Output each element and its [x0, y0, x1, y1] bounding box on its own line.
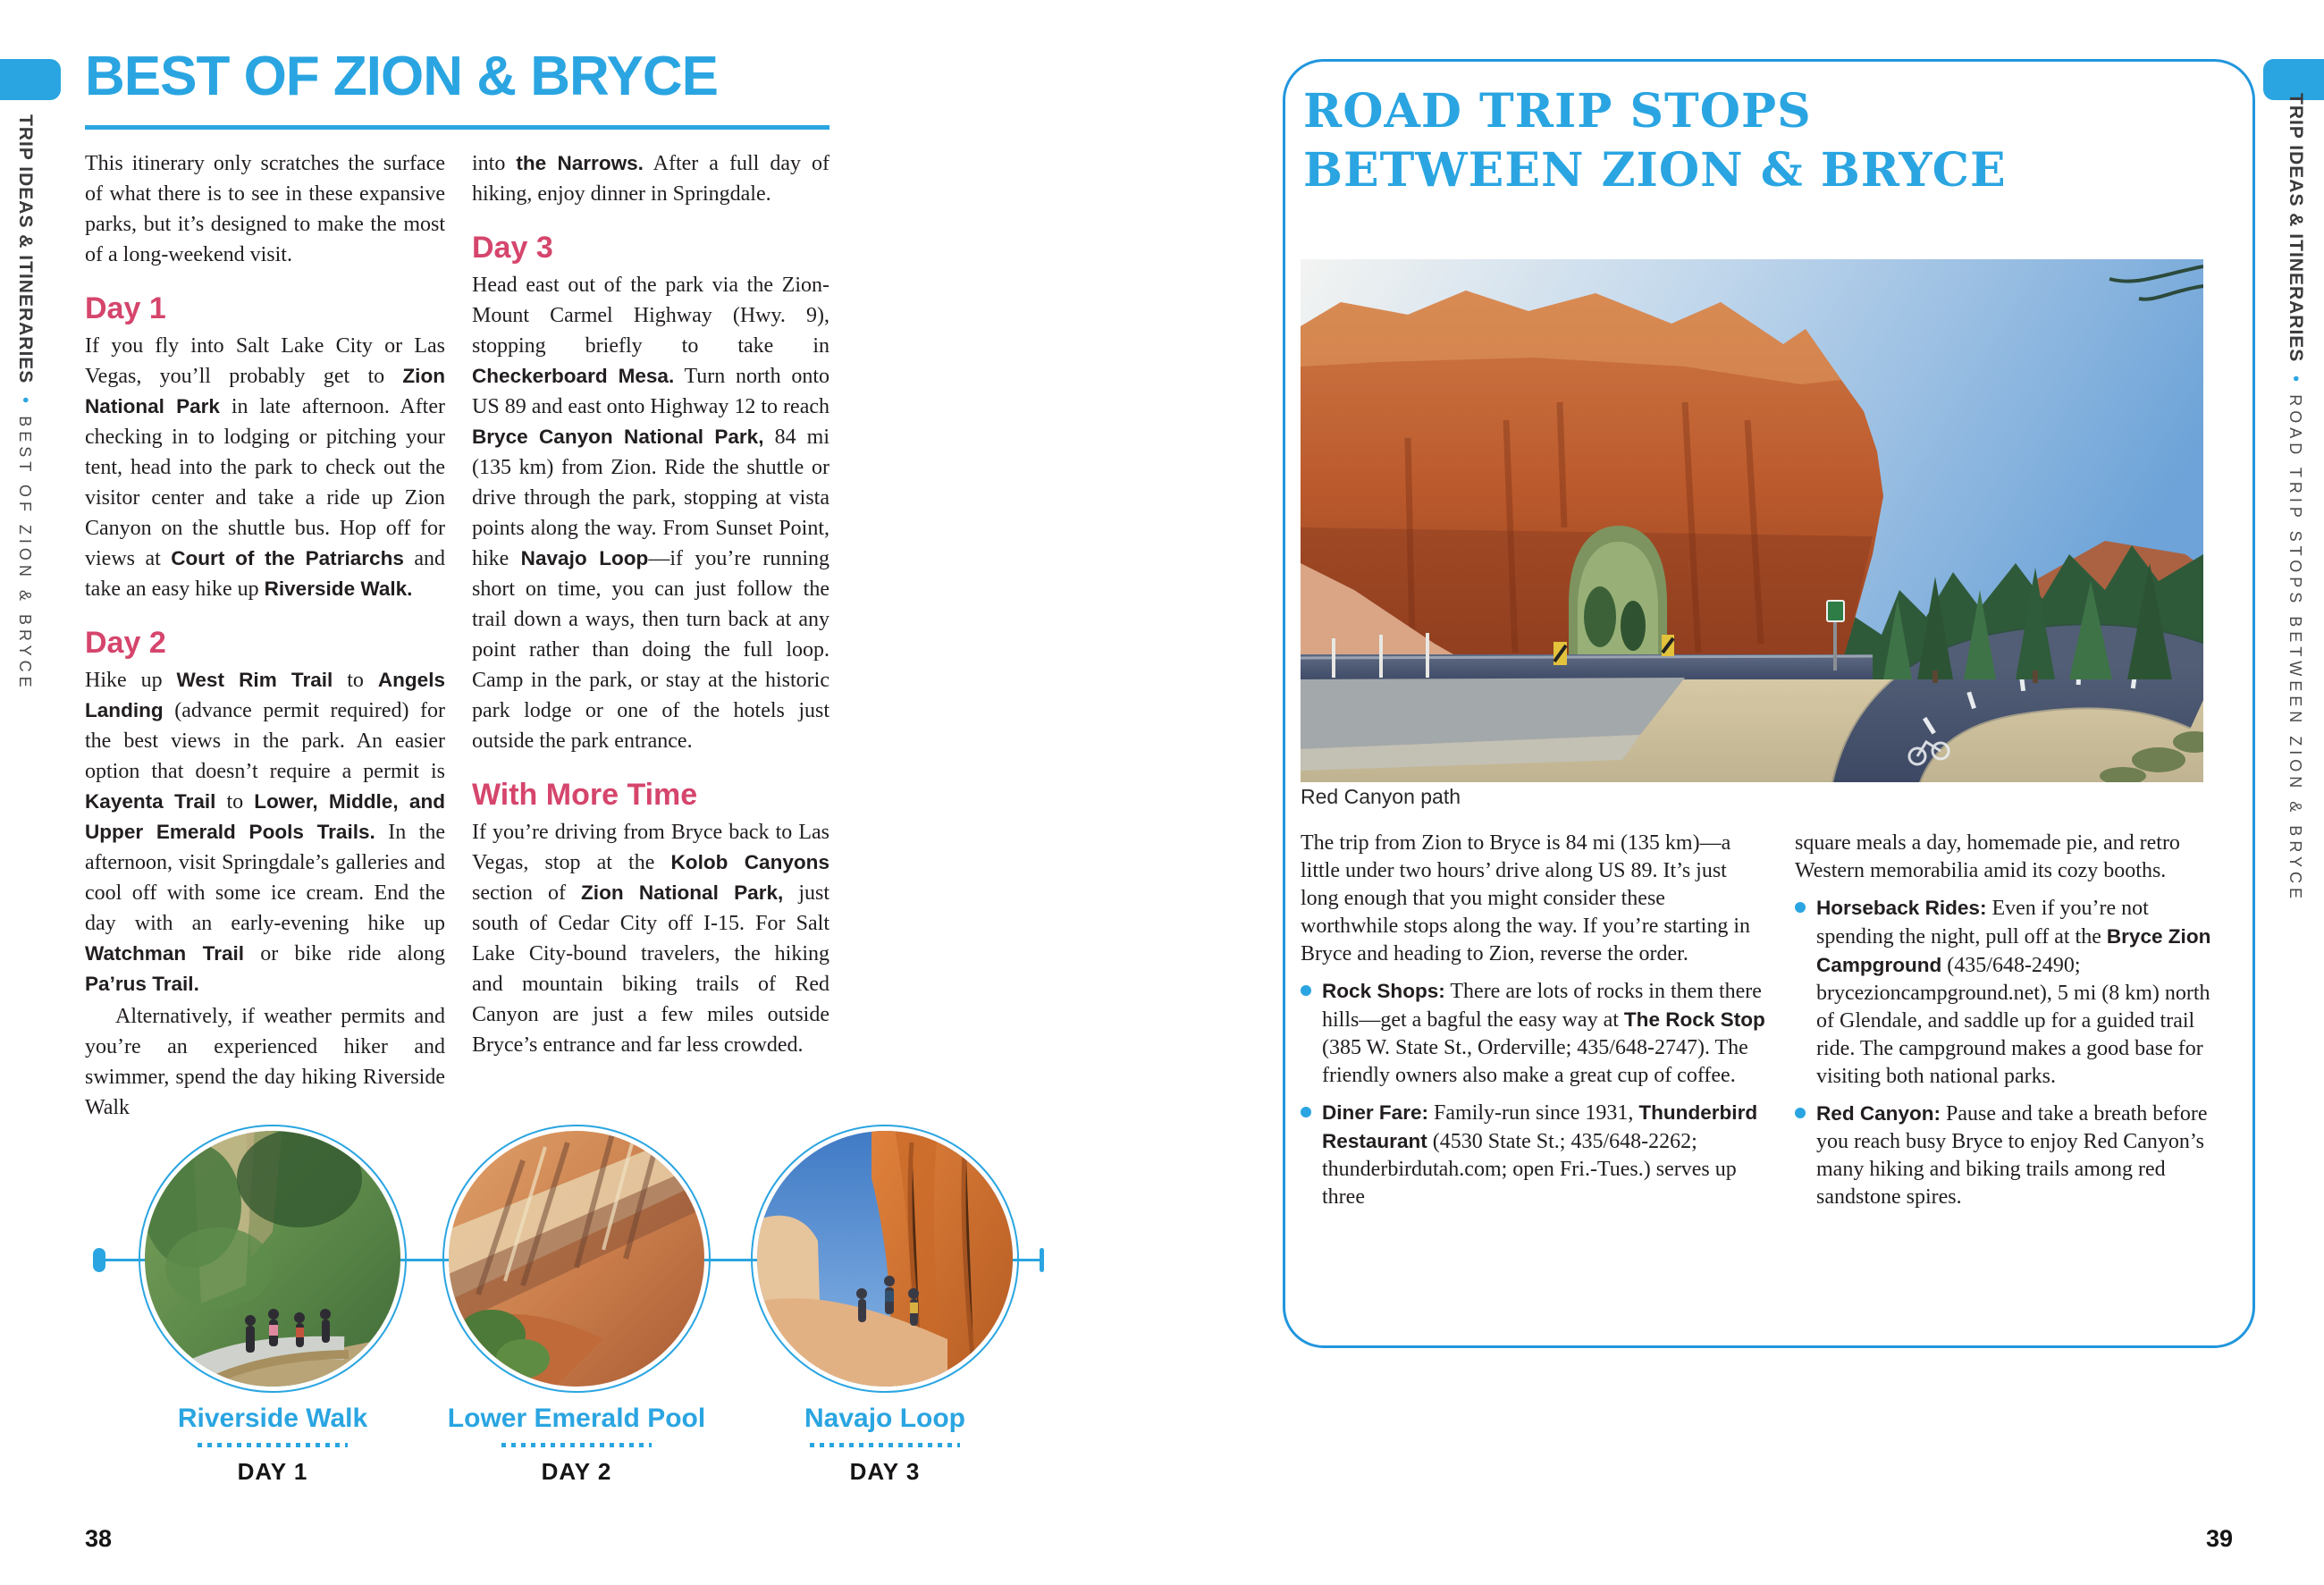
page-number-left: 38 [85, 1525, 113, 1552]
left-sidebar-rail [14, 114, 36, 692]
bold-term: Angels Landing [85, 669, 445, 721]
dotted-divider [501, 1443, 652, 1447]
text-run: Hike up [85, 669, 177, 692]
right-rail-dot: • [2286, 375, 2305, 382]
text-run: in late afternoon. After checking in to lodging or pitching your tent, head into the park to check out the visitor center and take a ride up Zion Canyon on the shuttle bus. Hop off for views at [85, 395, 445, 570]
bold-term: The Rock Stop [1623, 1008, 1765, 1031]
text-run: After a full day of hiking, enjoy dinner in Springdale. [472, 152, 829, 206]
left-rail-dot: • [15, 396, 35, 403]
bold-term: Bryce Canyon National Park, [472, 426, 764, 448]
navajo-loop-photo [751, 1125, 1019, 1393]
right-rail-title-label: ROAD TRIP STOPS BETWEEN ZION & BRYCE [2286, 394, 2304, 903]
timeline-label: Navajo Loop [804, 1404, 965, 1433]
bullet-item [1301, 1099, 1767, 1211]
text-run: just south of Cedar City off I-15. For Salt Lake City-bound travelers, the hiking and mountain biking trails of Red Canyon are just a few miles outside Bryce’s entrance and far less crowded. [472, 881, 829, 1057]
title-underline [85, 125, 829, 130]
timeline-day: DAY 2 [541, 1458, 612, 1485]
text-run: This itinerary only scratches the surface of what there is to see in these expansive parks, but it’s designed to make the most of a long-weekend visit. [85, 152, 445, 266]
bold-term: Bryce Zion Campground [1816, 925, 2211, 976]
timeline-day: DAY 3 [849, 1458, 921, 1485]
photo-caption: Red Canyon path [1301, 785, 1461, 808]
page-number-right: 39 [2206, 1525, 2234, 1552]
bold-term: Riverside Walk. [264, 578, 413, 600]
bold-term: Lower, Middle, and Upper Emerald Pools Trails. [85, 790, 445, 843]
text-run: Family-run since 1931, [1428, 1101, 1639, 1125]
paragraph [85, 665, 445, 999]
text-run: Turn north onto US 89 and east onto Highway 12 to reach [472, 365, 829, 418]
bold-term: Checkerboard Mesa. [472, 365, 675, 387]
bold-term: Navajo Loop [520, 547, 649, 569]
bold-term: West Rim Trail [176, 669, 333, 691]
timeline-end-tick [1040, 1248, 1044, 1272]
left-sidebar-tab [0, 59, 61, 100]
left-column-2 [472, 148, 829, 1062]
timeline-label: Lower Emerald Pool [447, 1404, 706, 1433]
bold-term: Pa’rus Trail. [85, 973, 199, 995]
paragraph [472, 148, 829, 209]
lower-emerald-pool-photo [442, 1125, 711, 1393]
red-canyon-path-photo [1301, 259, 2203, 782]
text-run: to [215, 790, 255, 814]
text-run: (4530 State St.; 435/648-2262; thunderbirdutah.com; open Fri.-Tues.) serves up three [1322, 1130, 1737, 1209]
bold-term: Thunderbird Restaurant [1322, 1101, 1758, 1152]
timeline-item-lower-emerald-pool [442, 1404, 711, 1486]
right-column-2 [1795, 830, 2222, 1220]
paragraph [472, 817, 829, 1060]
paragraph [85, 148, 445, 270]
timeline-item-riverside-walk [139, 1404, 407, 1486]
text-run: (advance permit required) for the best views in the park. An easier option that doesn’t require a permit is [85, 699, 445, 783]
paragraph [1795, 830, 2222, 885]
right-rail-section-label: TRIP IDEAS & ITINERARIES [2286, 93, 2306, 363]
paragraph [1301, 830, 1767, 968]
feature-title-line2: BETWEEN ZION & BRYCE [1303, 143, 2007, 198]
bold-term: Watchman Trail [85, 942, 245, 965]
text-run: into [472, 152, 517, 175]
left-column-1 [85, 148, 445, 1125]
bold-term: Horseback Rides: [1816, 897, 1987, 919]
timeline-start-dot [93, 1248, 105, 1272]
text-run: to [333, 669, 378, 692]
right-column-1 [1301, 830, 1767, 1220]
bold-term: Kolob Canyons [670, 851, 829, 873]
bullet-item [1795, 894, 2222, 1091]
text-run: 84 mi (135 km) from Zion. Ride the shuttle or drive through the park, stopping at vista points along the way. From Sunset Point, hike [472, 426, 829, 570]
text-run: or bike ride along [244, 942, 445, 965]
section-heading: Day 1 [85, 291, 166, 325]
bold-term: Rock Shops: [1322, 980, 1445, 1002]
section-heading: With More Time [472, 778, 698, 812]
paragraph [472, 270, 829, 756]
paragraph [85, 1001, 445, 1123]
text-run: —if you’re running short on time, you can just follow the trail down a ways, then turn back at any point rather than doing the full loop. Camp in the park, or stay at the historic park lodge or one of the hotels just outside the park entrance. [472, 547, 829, 753]
bullet-dot [1795, 902, 1806, 913]
left-rail-section-label: TRIP IDEAS & ITINERARIES [15, 114, 36, 384]
text-run: Pause and take a breath before you reach busy Bryce to enjoy Red Canyon’s many hiking and biking trails among red sandstone spires. [1816, 1102, 2208, 1209]
feature-title [1303, 82, 2215, 200]
text-run: (435/648-2490; brycezioncampground.net), 5 mi (8 km) north of Glendale, and saddle up for a guided trail ride. The campground makes a good base for visiting both national parks. [1816, 954, 2210, 1088]
bullet-dot [1795, 1108, 1806, 1118]
dotted-divider [810, 1443, 960, 1447]
text-run: If you fly into Salt Lake City or Las Vegas, you’ll probably get to [85, 334, 445, 388]
bold-term: Zion National Park, [581, 881, 784, 904]
timeline-label: Riverside Walk [177, 1404, 368, 1433]
text-run: If you’re driving from Bryce back to Las Vegas, stop at the [472, 821, 829, 874]
text-run: There are lots of rocks in them there hills—get a bagful the easy way at [1322, 980, 1762, 1032]
right-sidebar-rail [2285, 93, 2306, 903]
text-run: Even if you’re not spending the night, pull off at the [1816, 897, 2149, 948]
timeline-item-navajo-loop [751, 1404, 1019, 1486]
left-rail-title-label: BEST OF ZION & BRYCE [16, 416, 34, 692]
timeline-day: DAY 1 [237, 1458, 308, 1485]
bullet-dot [1301, 985, 1311, 996]
page-title: BEST OF ZION & BRYCE [85, 46, 718, 107]
bullet-item [1795, 1100, 2222, 1211]
bold-term: Kayenta Trail [85, 790, 216, 813]
text-run: square meals a day, homemade pie, and retro Western memorabilia amid its cozy booths. [1795, 831, 2180, 882]
bold-term: Red Canyon: [1816, 1102, 1941, 1125]
text-run: section of [472, 881, 582, 905]
bullet-item [1301, 977, 1767, 1090]
section-heading: Day 3 [472, 231, 553, 265]
text-run: In the afternoon, visit Springdale’s galleries and cool off with some ice cream. End the day with an early-evening hike up [85, 821, 445, 935]
bold-term: Zion National Park [85, 365, 445, 417]
bold-term: the Narrows. [516, 152, 644, 174]
bold-term: Court of the Patriarchs [171, 547, 404, 569]
bold-term: Diner Fare: [1322, 1101, 1429, 1124]
text-run: Head east out of the park via the Zion-Mount Carmel Highway (Hwy. 9), stopping briefly to take in [472, 274, 829, 358]
riverside-walk-photo [139, 1125, 407, 1393]
text-run: The trip from Zion to Bryce is 84 mi (135 km)—a little under two hours’ drive along US 89. It’s just long enough that you might consider these worthwhile stops along the way. If you’re starting in Bryce and heading to Zion, reverse the order. [1301, 831, 1751, 965]
text-run: Alternatively, if weather permits and you’re an experienced hiker and swimmer, spend the day hiking Riverside Walk [85, 1005, 445, 1119]
feature-title-line1: ROAD TRIP STOPS [1303, 84, 1812, 139]
dotted-divider [198, 1443, 348, 1447]
text-run: and take an easy hike up [85, 547, 446, 601]
bullet-dot [1301, 1107, 1311, 1117]
paragraph [85, 331, 445, 604]
text-run: (385 W. State St., Orderville; 435/648-2747). The friendly owners also make a great cup of coffee. [1322, 1036, 1748, 1087]
section-heading: Day 2 [85, 626, 166, 660]
